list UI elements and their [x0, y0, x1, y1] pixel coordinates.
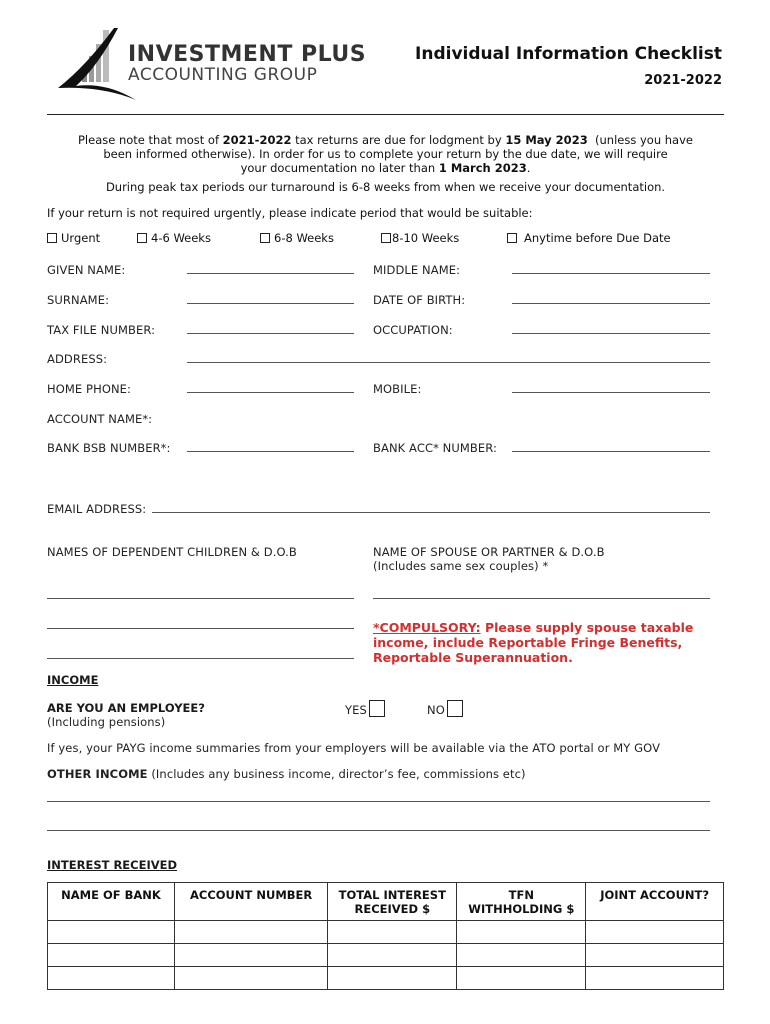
dob-field[interactable] — [512, 303, 710, 304]
no-label: NO — [427, 703, 445, 717]
table-cell[interactable] — [586, 921, 724, 944]
compulsory-line-3: Reportable Superannuation. — [373, 650, 573, 665]
payg-note: If yes, your PAYG income summaries from your employers will be available via the ATO portal or MY GOV — [47, 741, 661, 755]
column-header: ACCOUNT NUMBER — [174, 883, 327, 921]
column-header: NAME OF BANK — [48, 883, 175, 921]
table-row — [48, 967, 724, 990]
period-prompt: If your return is not required urgently, please indicate period that would be suitable: — [47, 206, 533, 220]
table-cell[interactable] — [328, 967, 457, 990]
yes-label: YES — [345, 703, 367, 717]
other-income-field-1[interactable] — [47, 801, 710, 802]
account-name-label: ACCOUNT NAME*: — [47, 412, 153, 426]
acc-number-label: BANK ACC* NUMBER: — [373, 441, 497, 455]
email-field[interactable] — [152, 512, 710, 513]
interest-heading: INTEREST RECEIVED — [47, 858, 178, 872]
address-field[interactable] — [187, 362, 710, 363]
children-field-1[interactable] — [47, 598, 354, 599]
spouse-note: (Includes same sex couples) * — [373, 559, 549, 573]
table-cell[interactable] — [48, 921, 175, 944]
option-urgent[interactable] — [47, 231, 100, 245]
notice-text: . — [526, 161, 531, 175]
option-label: 6-8 Weeks — [274, 231, 334, 245]
notice-line-3 — [47, 161, 724, 175]
table-cell[interactable] — [328, 944, 457, 967]
option-label: Anytime before Due Date — [524, 231, 671, 245]
page-year: 2021-2022 — [644, 73, 722, 88]
employee-question: ARE YOU AN EMPLOYEE? — [47, 701, 205, 715]
mobile-label: MOBILE: — [373, 382, 422, 396]
option-label: 8-10 Weeks — [392, 231, 460, 245]
notice-text: your documentation no later than — [240, 161, 439, 175]
table-cell[interactable] — [457, 921, 586, 944]
occupation-label: OCCUPATION: — [373, 323, 453, 337]
company-logo — [56, 26, 138, 102]
option-8-10-weeks[interactable] — [381, 231, 459, 245]
option-4-6-weeks[interactable] — [137, 231, 211, 245]
spouse-label: NAME OF SPOUSE OR PARTNER & D.O.B — [373, 545, 605, 559]
other-income-field-2[interactable] — [47, 830, 710, 831]
occupation-field[interactable] — [512, 333, 710, 334]
yes-option[interactable] — [345, 700, 385, 717]
compulsory-line-1 — [373, 620, 693, 635]
table-cell[interactable] — [457, 967, 586, 990]
compulsory-line-2: income, include Reportable Fringe Benefits, — [373, 635, 683, 650]
address-label: ADDRESS: — [47, 352, 108, 366]
table-cell[interactable] — [48, 944, 175, 967]
home-phone-label: HOME PHONE: — [47, 382, 132, 396]
logo-text-line1: INVESTMENT PLUS — [128, 42, 367, 67]
dob-label: DATE OF BIRTH: — [373, 293, 466, 307]
notice-line-4: During peak tax periods our turnaround is 6-8 weeks from when we receive your documentation. — [105, 180, 666, 194]
checkbox[interactable] — [507, 233, 517, 243]
checkbox[interactable] — [260, 233, 270, 243]
children-field-2[interactable] — [47, 628, 354, 629]
notice-block — [47, 133, 724, 194]
column-header: TFN WITHHOLDING $ — [457, 883, 586, 921]
table-cell[interactable] — [328, 921, 457, 944]
page-title: Individual Information Checklist — [415, 44, 722, 64]
notice-text: (unless you have — [587, 133, 693, 147]
option-anytime[interactable] — [507, 231, 671, 245]
tfn-label: TAX FILE NUMBER: — [47, 323, 156, 337]
mobile-field[interactable] — [512, 392, 710, 393]
home-phone-field[interactable] — [187, 392, 354, 393]
notice-due-date: 15 May 2023 — [505, 133, 588, 147]
bsb-field[interactable] — [187, 451, 354, 452]
acc-number-field[interactable] — [512, 451, 710, 452]
table-cell[interactable] — [174, 967, 327, 990]
bsb-label: BANK BSB NUMBER*: — [47, 441, 171, 455]
employee-subtext: (Including pensions) — [47, 715, 166, 729]
checkbox[interactable] — [137, 233, 147, 243]
children-field-3[interactable] — [47, 658, 354, 659]
header-divider — [47, 114, 724, 115]
notice-line-1 — [47, 133, 724, 147]
other-income-label: OTHER INCOME — [47, 767, 148, 781]
compulsory-text: Please supply spouse taxable — [480, 620, 694, 635]
spouse-field[interactable] — [373, 598, 710, 599]
no-option[interactable] — [427, 700, 463, 717]
option-label: Urgent — [61, 231, 101, 245]
table-row — [48, 921, 724, 944]
table-cell[interactable] — [457, 944, 586, 967]
children-label: NAMES OF DEPENDENT CHILDREN & D.O.B — [47, 545, 297, 559]
notice-text: Please note that most of — [77, 133, 223, 147]
notice-line-2: been informed otherwise). In order for us to complete your return by the due date, we will require — [103, 147, 668, 161]
tfn-field[interactable] — [187, 333, 354, 334]
table-cell[interactable] — [586, 944, 724, 967]
checkbox[interactable] — [381, 233, 391, 243]
checkbox[interactable] — [47, 233, 57, 243]
compulsory-prefix: *COMPULSORY: — [373, 620, 481, 635]
middle-name-label: MIDDLE NAME: — [373, 263, 461, 277]
middle-name-field[interactable] — [512, 273, 710, 274]
interest-table — [47, 882, 724, 990]
email-label: EMAIL ADDRESS: — [47, 502, 147, 516]
notice-deadline: 1 March 2023 — [438, 161, 527, 175]
given-name-field[interactable] — [187, 273, 354, 274]
no-checkbox[interactable] — [447, 700, 463, 717]
table-cell[interactable] — [586, 967, 724, 990]
other-income-line — [47, 767, 526, 781]
logo-text-line2: ACCOUNTING GROUP — [128, 65, 318, 85]
table-cell[interactable] — [174, 921, 327, 944]
given-name-label: GIVEN NAME: — [47, 263, 126, 277]
surname-label: SURNAME: — [47, 293, 110, 307]
notice-year: 2021-2022 — [222, 133, 292, 147]
column-header: JOINT ACCOUNT? — [586, 883, 724, 921]
option-label: 4-6 Weeks — [151, 231, 211, 245]
table-header-row — [48, 883, 724, 921]
surname-field[interactable] — [187, 303, 354, 304]
compulsory-note — [373, 620, 693, 665]
table-cell[interactable] — [48, 967, 175, 990]
column-header: TOTAL INTEREST RECEIVED $ — [328, 883, 457, 921]
table-row — [48, 944, 724, 967]
option-6-8-weeks[interactable] — [260, 231, 334, 245]
notice-text: tax returns are due for lodgment by — [291, 133, 506, 147]
yes-checkbox[interactable] — [369, 700, 385, 717]
other-income-note: (Includes any business income, director’s fee, commissions etc) — [147, 767, 526, 781]
table-cell[interactable] — [174, 944, 327, 967]
income-heading: INCOME — [47, 673, 99, 687]
